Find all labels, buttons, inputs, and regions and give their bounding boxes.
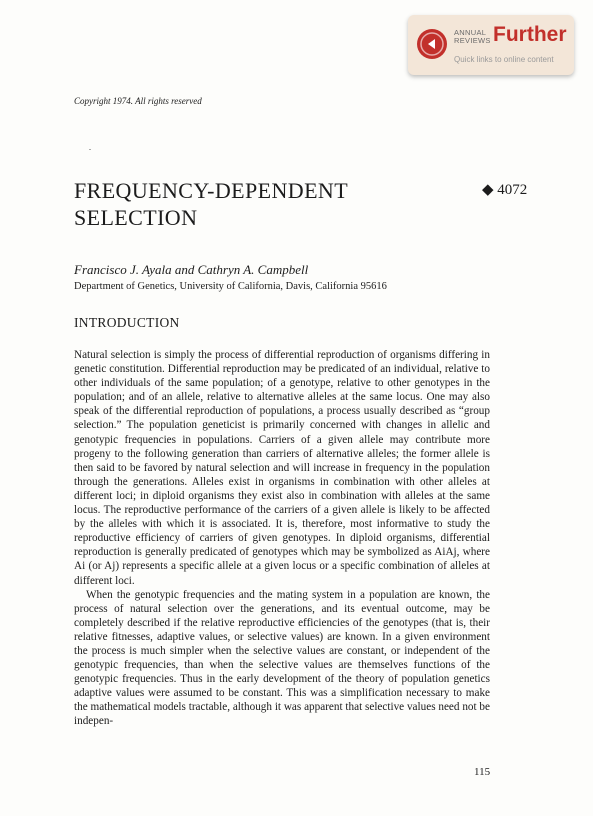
paragraph: Natural selection is simply the process of differential reproduction of organisms differing in genetic constitution. Differential reproduction may be predicated of an individual, relative to other individuals of the same population; of a genotype, relative to other genotypes in the population; and of an allele, relative to alternative alleles at the same locus. One may also speak of the differential reproduction of populations, a process usually described as “group selection.” The population geneticist is primarily concerned with changes in allelic and genotypic frequencies in populations. Carriers of a given allele may contribute more progeny to the following generation than carriers of alternative alleles; the former allele is then said to be favored by natural selection and will increase in frequency in the population through the generations. Alleles exist in organisms in combination with other alleles at different loci; in diploid organisms they exist also in combination with alleles at the same locus. The reproductive performance of the carriers of a given allele is likely to be affected by the alleles with which it is associated. It is, therefore, most informative to study the reproductive efficiency of carriers of given genotypes. In diploid organisms, differential reproduction is generally predicated of genotypes which may be symbolized as AiAj, where Ai (or Aj) represents a specific allele at a given locus or a specific combination of alleles at different loci. [74,349,490,587]
page-number: 115 [474,766,491,778]
quick-links-text[interactable]: Quick links to online content [454,55,554,64]
copyright-notice: Copyright 1974. All rights reserved [74,96,202,106]
paragraph: When the genotypic frequencies and the mating system in a population are known, the process of natural selection over the generations, and its eventual outcome, may be completely described if the relative reproductive efficiencies of the genotypes (that is, their relative fitnesses, adaptive values, or selective values) are known. In a given environment the process is much simpler when the selective values are constant, or independent of the genotypic frequencies, than when the selective values are themselves functions of the genotypic frequencies. Thus in the early development of the theory of population genetics adaptive values were assumed to be constant. This was a simplification necessary to make the mathematical models tractable, although it was apparent that selective values need not be indepen- [74,588,490,728]
section-heading: INTRODUCTION [74,315,180,330]
article-code: ◆ 4072 [482,182,528,198]
body-text [74,348,490,729]
further-logo-icon [417,29,447,59]
article-title: FREQUENCY-DEPENDENT SELECTION [74,178,348,230]
annual-reviews-wordmark: ANNUAL REVIEWS [454,28,491,45]
affiliation: Department of Genetics, University of California, Davis, California 95616 [74,281,387,292]
authors: Francisco J. Ayala and Cathryn A. Campbell [74,262,309,277]
further-badge[interactable] [408,15,574,75]
further-wordmark: Further [493,23,567,46]
stray-mark: . [89,143,91,152]
